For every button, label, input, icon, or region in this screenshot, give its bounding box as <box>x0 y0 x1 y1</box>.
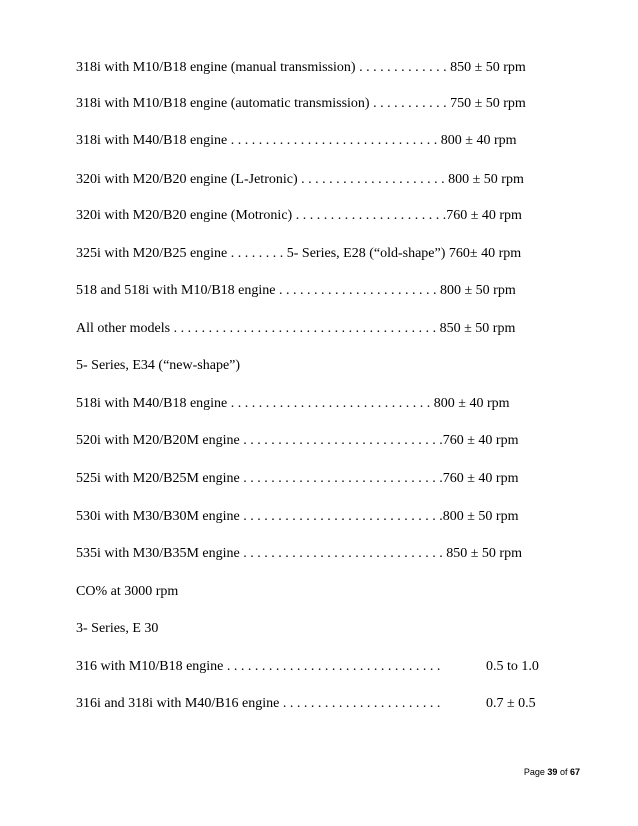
spec-line-316i-318i-m40: 316i and 318i with M40/B16 engine . . . . . . . . . . . . . . . . . . . . . . . <box>76 696 441 711</box>
spec-line-318i-m10-manual: 318i with M10/B18 engine (manual transmission) . . . . . . . . . . . . . 850 ± 50 rpm <box>76 60 526 75</box>
spec-line-318i-m10-automatic: 318i with M10/B18 engine (automatic transmission) . . . . . . . . . . . 750 ± 50 rpm <box>76 96 526 111</box>
spec-line-320i-motronic: 320i with M20/B20 engine (Motronic) . . . . . . . . . . . . . . . . . . . . . .760 ± 40 rpm <box>76 208 522 223</box>
section-heading-e30: 3- Series, E 30 <box>76 621 159 636</box>
total-pages: 67 <box>569 767 580 777</box>
spec-line-320i-ljetronic: 320i with M20/B20 engine (L-Jetronic) . . . . . . . . . . . . . . . . . . . . . 800 ± 50 rpm <box>76 172 524 187</box>
spec-line-535i-m30: 535i with M30/B35M engine . . . . . . . . . . . . . . . . . . . . . . . . . . . . . 850 ± 50 rpm <box>76 546 522 561</box>
spec-line-518i-m40: 518i with M40/B18 engine . . . . . . . . . . . . . . . . . . . . . . . . . . . . . 800 ± 40 rpm <box>76 396 510 411</box>
spec-line-318i-m40: 318i with M40/B18 engine . . . . . . . . . . . . . . . . . . . . . . . . . . . . . . 800 ± 40 rpm <box>76 133 517 148</box>
spec-line-325i-m20: 325i with M20/B25 engine . . . . . . . . 5- Series, E28 (“old-shape”) 760± 40 rpm <box>76 246 522 261</box>
spec-line-316-m10: 316 with M10/B18 engine . . . . . . . . . . . . . . . . . . . . . . . . . . . . . . . <box>76 659 441 674</box>
page-footer <box>524 766 580 778</box>
co-value-316i-318i-m40: 0.7 ± 0.5 <box>486 696 536 711</box>
section-heading-e34: 5- Series, E34 (“new-shape”) <box>76 358 241 373</box>
spec-line-all-other-models: All other models . . . . . . . . . . . . . . . . . . . . . . . . . . . . . . . . . . . . . . 850 ± 50 rpm <box>76 321 516 336</box>
spec-line-525i-m20: 525i with M20/B25M engine . . . . . . . . . . . . . . . . . . . . . . . . . . . . .760 ± 40 rpm <box>76 471 519 486</box>
spec-line-520i-m20: 520i with M20/B20M engine . . . . . . . . . . . . . . . . . . . . . . . . . . . . .760 ± 40 rpm <box>76 433 519 448</box>
page-label: Page <box>523 767 545 777</box>
spec-line-530i-m30: 530i with M30/B30M engine . . . . . . . . . . . . . . . . . . . . . . . . . . . . .800 ± 50 rpm <box>76 509 519 524</box>
section-heading-co-percent: CO% at 3000 rpm <box>76 584 179 599</box>
co-value-316-m10: 0.5 to 1.0 <box>486 659 539 674</box>
spec-line-518-m10: 518 and 518i with M10/B18 engine . . . . . . . . . . . . . . . . . . . . . . . 800 ± 50 rpm <box>76 283 516 298</box>
page-number: 39 <box>547 767 558 777</box>
of-label: of <box>559 767 568 777</box>
